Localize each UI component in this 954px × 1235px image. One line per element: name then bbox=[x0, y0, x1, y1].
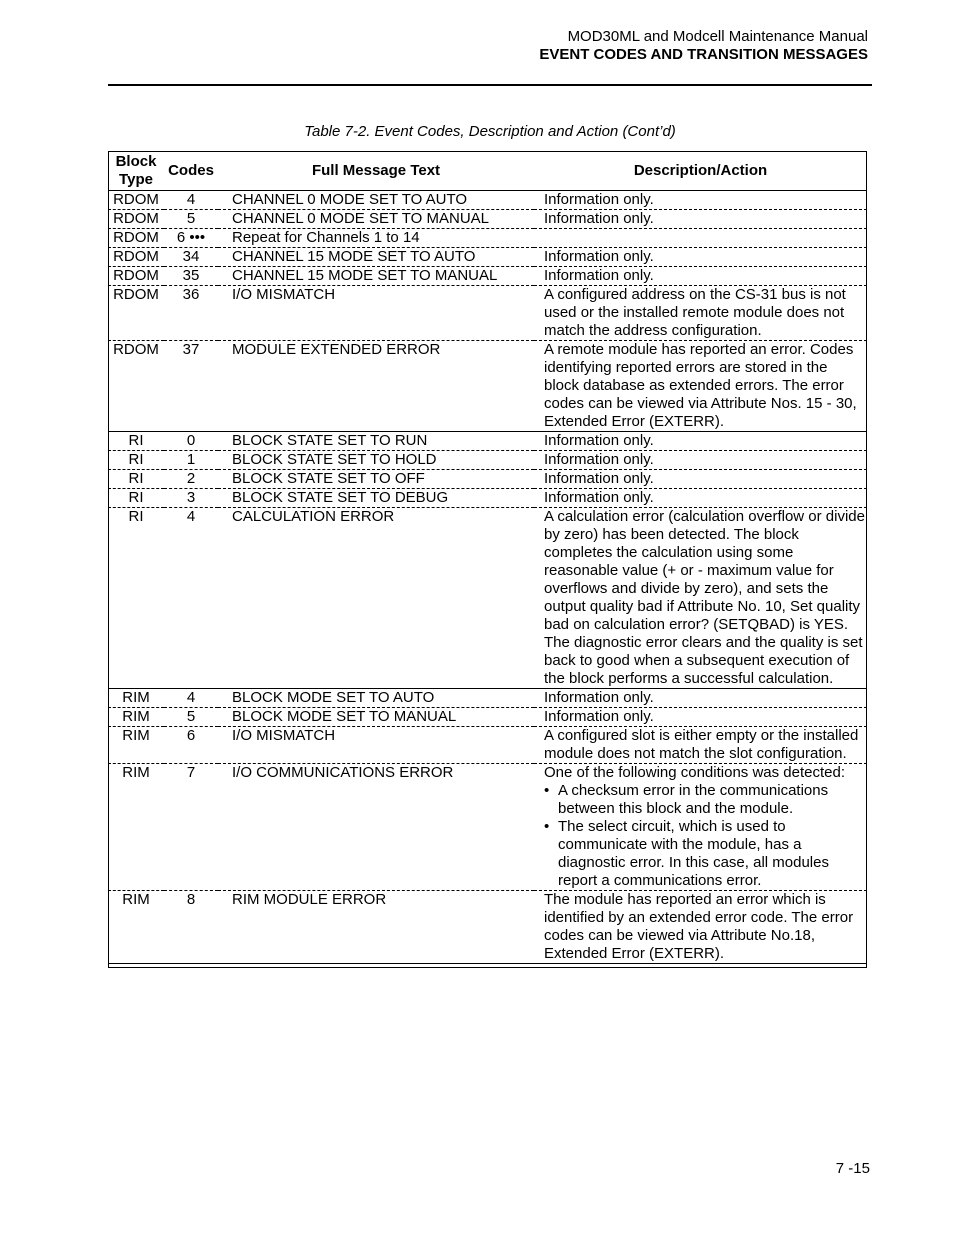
cell-block-type: RDOM bbox=[108, 286, 164, 341]
table-caption: Table 7-2. Event Codes, Description and Action (Cont’d) bbox=[304, 123, 676, 140]
cell-message: I/O COMMUNICATIONS ERROR bbox=[218, 764, 534, 891]
cell-description bbox=[534, 764, 867, 891]
cell-block-type: RIM bbox=[108, 891, 164, 964]
cell-code: 4 bbox=[164, 191, 218, 210]
condition-list bbox=[544, 782, 865, 890]
cell-message: CHANNEL 15 MODE SET TO MANUAL bbox=[218, 267, 534, 286]
cell-code: 4 bbox=[164, 689, 218, 708]
cell-message: BLOCK MODE SET TO AUTO bbox=[218, 689, 534, 708]
cell-description bbox=[534, 432, 867, 451]
cell-message: BLOCK MODE SET TO MANUAL bbox=[218, 708, 534, 727]
event-codes-table bbox=[108, 151, 867, 964]
table-row bbox=[108, 689, 867, 708]
cell-block-type: RI bbox=[108, 508, 164, 689]
col-header-block-type: Block Type bbox=[108, 152, 164, 191]
description-text: A configured address on the CS-31 bus is not used or the installed remote module does not match the address configuration. bbox=[544, 286, 846, 339]
description-text: Information only. bbox=[544, 267, 654, 284]
description-text: A remote module has reported an error. Codes identifying reported errors are stored in the block database as extended errors. The error codes can be viewed via Attribute Nos. 15 - 30, Extended Error (EXTERR). bbox=[544, 341, 857, 430]
cell-block-type: RDOM bbox=[108, 229, 164, 248]
cell-description bbox=[534, 708, 867, 727]
cell-block-type: RIM bbox=[108, 689, 164, 708]
cell-message: CHANNEL 0 MODE SET TO AUTO bbox=[218, 191, 534, 210]
cell-description bbox=[534, 451, 867, 470]
table-row bbox=[108, 248, 867, 267]
cell-code: 5 bbox=[164, 210, 218, 229]
table-row bbox=[108, 470, 867, 489]
description-text: Information only. bbox=[544, 708, 654, 725]
cell-code: 8 bbox=[164, 891, 218, 964]
header-rule bbox=[108, 84, 872, 86]
table-row bbox=[108, 267, 867, 286]
cell-code: 37 bbox=[164, 341, 218, 432]
description-text: One of the following conditions was detected: bbox=[544, 764, 846, 781]
cell-message: Repeat for Channels 1 to 14 bbox=[218, 229, 534, 248]
condition-item: • The select circuit, which is used to communicate with the module, has a diagnostic error. In this case, all modules report a communications error. bbox=[544, 818, 865, 890]
cell-description bbox=[534, 470, 867, 489]
cell-block-type: RI bbox=[108, 451, 164, 470]
cell-block-type: RDOM bbox=[108, 210, 164, 229]
cell-code: 6 bbox=[164, 727, 218, 764]
table-row bbox=[108, 708, 867, 727]
description-text: A configured slot is either empty or the installed module does not match the slot configuration. bbox=[544, 727, 859, 762]
cell-message: MODULE EXTENDED ERROR bbox=[218, 341, 534, 432]
cell-description bbox=[534, 727, 867, 764]
cell-code: 5 bbox=[164, 708, 218, 727]
cell-block-type: RI bbox=[108, 432, 164, 451]
cell-description bbox=[534, 286, 867, 341]
cell-message: RIM MODULE ERROR bbox=[218, 891, 534, 964]
cell-code: 34 bbox=[164, 248, 218, 267]
cell-message: I/O MISMATCH bbox=[218, 727, 534, 764]
cell-code: 36 bbox=[164, 286, 218, 341]
cell-message: BLOCK STATE SET TO OFF bbox=[218, 470, 534, 489]
col-header-description: Description/Action bbox=[534, 152, 867, 191]
cell-description bbox=[534, 508, 867, 689]
cell-description bbox=[534, 191, 867, 210]
cell-message: BLOCK STATE SET TO HOLD bbox=[218, 451, 534, 470]
cell-description bbox=[534, 248, 867, 267]
table-row bbox=[108, 489, 867, 508]
description-text: Information only. bbox=[544, 689, 654, 706]
cell-description bbox=[534, 229, 867, 248]
cell-message: BLOCK STATE SET TO DEBUG bbox=[218, 489, 534, 508]
description-text: Information only. bbox=[544, 432, 654, 449]
col-header-codes: Codes bbox=[164, 152, 218, 191]
cell-code: 6 ••• bbox=[164, 229, 218, 248]
cell-message: BLOCK STATE SET TO RUN bbox=[218, 432, 534, 451]
table-row bbox=[108, 451, 867, 470]
table-row bbox=[108, 508, 867, 689]
cell-block-type: RIM bbox=[108, 727, 164, 764]
description-text: Information only. bbox=[544, 248, 654, 265]
page-number: 7 -15 bbox=[835, 1160, 870, 1177]
table-row bbox=[108, 191, 867, 210]
description-text: Information only. bbox=[544, 489, 654, 506]
cell-code: 1 bbox=[164, 451, 218, 470]
cell-code: 7 bbox=[164, 764, 218, 891]
cell-message: CHANNEL 15 MODE SET TO AUTO bbox=[218, 248, 534, 267]
table-row bbox=[108, 341, 867, 432]
cell-code: 35 bbox=[164, 267, 218, 286]
cell-description bbox=[534, 341, 867, 432]
cell-description bbox=[534, 267, 867, 286]
cell-code: 2 bbox=[164, 470, 218, 489]
cell-message: CALCULATION ERROR bbox=[218, 508, 534, 689]
description-text: A calculation error (calculation overflow or divide by zero) has been detected. The block completes the calculation using some reasonable value (+ or - maximum value for overflows and divide by zero), and sets the output quality bad if Attribute No. 10, Set quality bad on calculation error? (SETQBAD) is YES. The diagnostic error clears and the quality is set back to good when a subsequent execution of the block performs a successful calculation. bbox=[544, 508, 865, 687]
cell-block-type: RI bbox=[108, 489, 164, 508]
cell-block-type: RDOM bbox=[108, 267, 164, 286]
table-row bbox=[108, 764, 867, 891]
table-row bbox=[108, 432, 867, 451]
cell-description bbox=[534, 689, 867, 708]
cell-block-type: RI bbox=[108, 470, 164, 489]
cell-message: CHANNEL 0 MODE SET TO MANUAL bbox=[218, 210, 534, 229]
cell-description bbox=[534, 210, 867, 229]
description-text: Information only. bbox=[544, 210, 654, 227]
description-text: The module has reported an error which is identified by an extended error code. The error codes can be viewed via Attribute No.18, Extended Error (EXTERR). bbox=[544, 891, 854, 962]
description-text: Information only. bbox=[544, 451, 654, 468]
cell-description bbox=[534, 891, 867, 964]
description-text: Information only. bbox=[544, 470, 654, 487]
table-row bbox=[108, 229, 867, 248]
cell-code: 4 bbox=[164, 508, 218, 689]
section-title: EVENT CODES AND TRANSITION MESSAGES bbox=[539, 46, 868, 63]
cell-block-type: RIM bbox=[108, 708, 164, 727]
table-row bbox=[108, 210, 867, 229]
manual-title: MOD30ML and Modcell Maintenance Manual bbox=[567, 28, 868, 45]
table-row bbox=[108, 727, 867, 764]
cell-block-type: RDOM bbox=[108, 191, 164, 210]
cell-block-type: RIM bbox=[108, 764, 164, 891]
cell-block-type: RDOM bbox=[108, 341, 164, 432]
cell-description bbox=[534, 489, 867, 508]
condition-item: • A checksum error in the communications between this block and the module. bbox=[544, 782, 865, 818]
col-header-message: Full Message Text bbox=[218, 152, 534, 191]
cell-code: 3 bbox=[164, 489, 218, 508]
table-row bbox=[108, 286, 867, 341]
cell-code: 0 bbox=[164, 432, 218, 451]
table-row bbox=[108, 891, 867, 964]
description-text: Information only. bbox=[544, 191, 654, 208]
cell-message: I/O MISMATCH bbox=[218, 286, 534, 341]
cell-block-type: RDOM bbox=[108, 248, 164, 267]
